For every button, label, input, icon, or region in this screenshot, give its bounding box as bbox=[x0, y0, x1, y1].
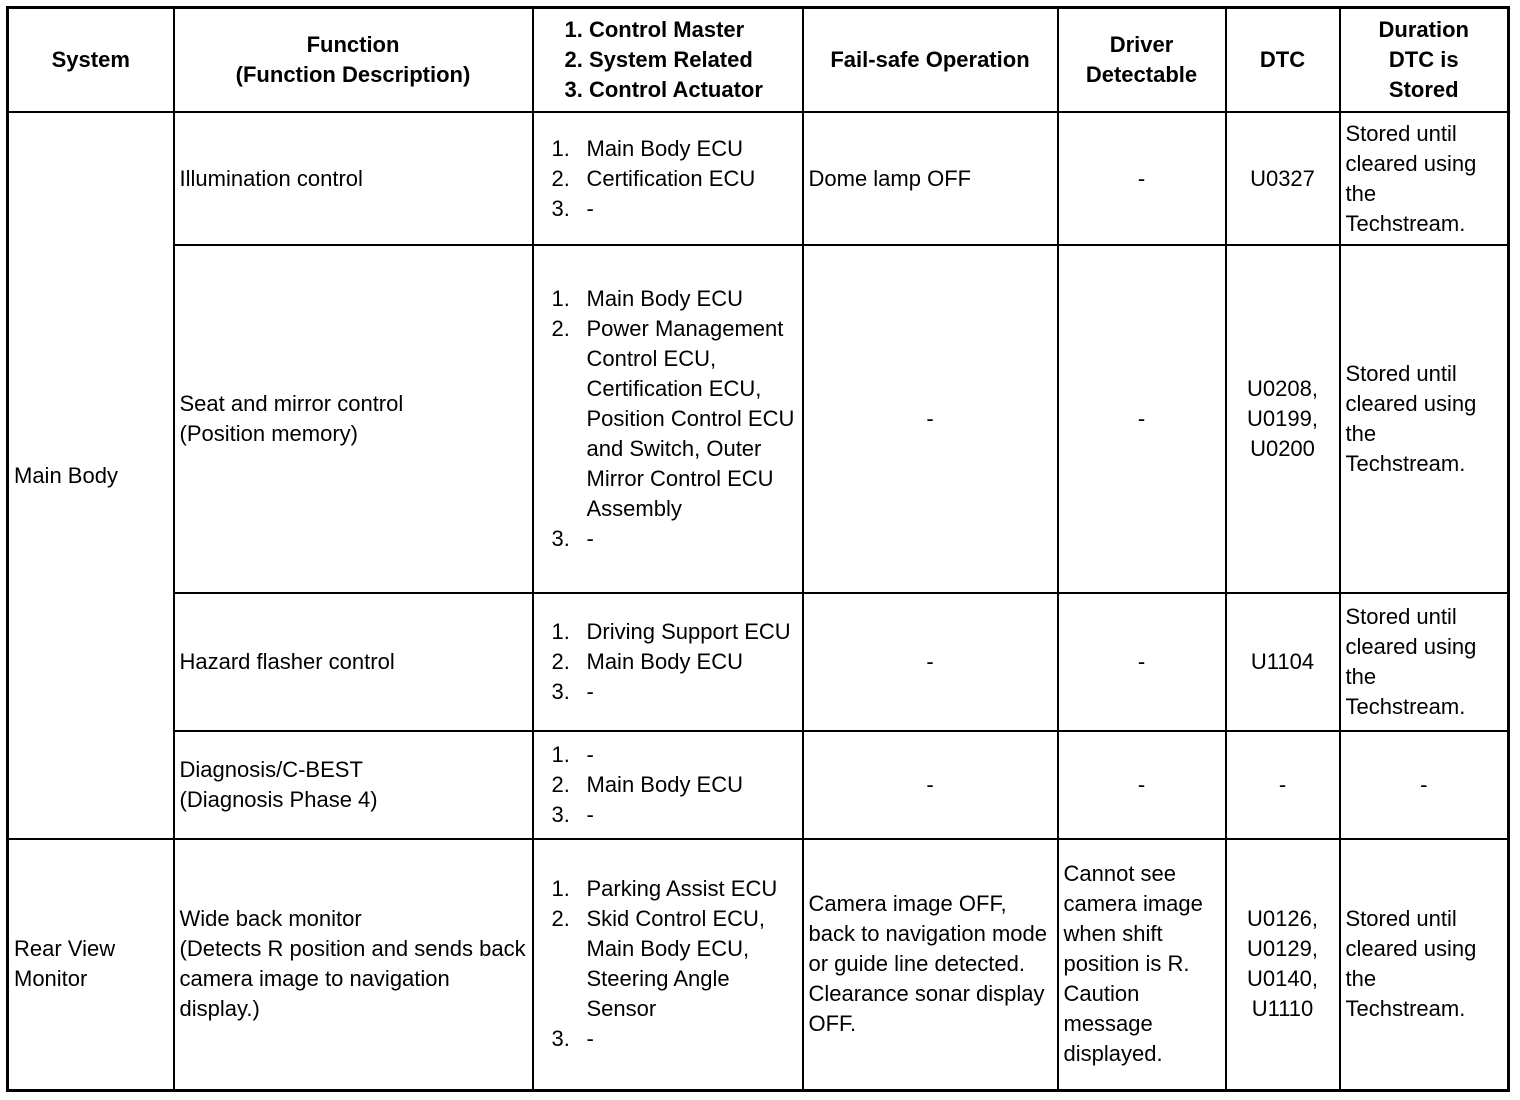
system-cell-main-body: Main Body bbox=[8, 112, 174, 839]
table-row bbox=[8, 593, 1509, 731]
header-failsafe: Fail-safe Operation bbox=[803, 8, 1058, 113]
dtc-cell: U0126, U0129, U0140, U1110 bbox=[1226, 839, 1340, 1090]
control-cell: 1. Main Body ECU 2. Certification ECU 3. - bbox=[533, 112, 803, 245]
header-control: 1. Control Master 2. System Related 3. Control Actuator bbox=[533, 8, 803, 113]
table-row bbox=[8, 245, 1509, 593]
header-driver-detectable: Driver Detectable bbox=[1058, 8, 1226, 113]
dtc-table bbox=[6, 6, 1510, 1092]
control-cell: 1. - 2. Main Body ECU 3. - bbox=[533, 731, 803, 839]
control-cell: 1. Driving Support ECU 2. Main Body ECU 3. - bbox=[533, 593, 803, 731]
duration-cell: Stored until cleared using the Techstream. bbox=[1340, 245, 1509, 593]
system-cell-rear-view-monitor: Rear View Monitor bbox=[8, 839, 174, 1090]
failsafe-cell: - bbox=[803, 245, 1058, 593]
function-cell: Wide back monitor (Detects R position and sends back camera image to navigation display.) bbox=[174, 839, 533, 1090]
failsafe-cell: Dome lamp OFF bbox=[803, 112, 1058, 245]
dtc-cell: - bbox=[1226, 731, 1340, 839]
driver-detectable-cell: - bbox=[1058, 245, 1226, 593]
failsafe-cell: - bbox=[803, 593, 1058, 731]
dtc-cell: U1104 bbox=[1226, 593, 1340, 731]
duration-cell: - bbox=[1340, 731, 1509, 839]
function-cell: Hazard flasher control bbox=[174, 593, 533, 731]
failsafe-cell: Camera image OFF, back to navigation mode or guide line detected. Clearance sonar display OFF. bbox=[803, 839, 1058, 1090]
dtc-cell: U0327 bbox=[1226, 112, 1340, 245]
header-dtc: DTC bbox=[1226, 8, 1340, 113]
driver-detectable-cell: - bbox=[1058, 731, 1226, 839]
header-duration: Duration DTC is Stored bbox=[1340, 8, 1509, 113]
failsafe-cell: - bbox=[803, 731, 1058, 839]
control-cell: 1. Main Body ECU 2. Power Management Control ECU, Certification ECU, Position Control ECU and Switch, Outer Mirror Control ECU Assembly 3. - bbox=[533, 245, 803, 593]
control-cell: 1. Parking Assist ECU 2. Skid Control ECU, Main Body ECU, Steering Angle Sensor 3. - bbox=[533, 839, 803, 1090]
header-function: Function (Function Description) bbox=[174, 8, 533, 113]
function-cell: Seat and mirror control (Position memory) bbox=[174, 245, 533, 593]
dtc-cell: U0208, U0199, U0200 bbox=[1226, 245, 1340, 593]
driver-detectable-cell: - bbox=[1058, 112, 1226, 245]
table-row bbox=[8, 731, 1509, 839]
function-cell: Diagnosis/C-BEST (Diagnosis Phase 4) bbox=[174, 731, 533, 839]
duration-cell: Stored until cleared using the Techstream. bbox=[1340, 839, 1509, 1090]
table-row bbox=[8, 839, 1509, 1090]
function-cell: Illumination control bbox=[174, 112, 533, 245]
driver-detectable-cell: Cannot see camera image when shift position is R. Caution message displayed. bbox=[1058, 839, 1226, 1090]
header-system: System bbox=[8, 8, 174, 113]
duration-cell: Stored until cleared using the Techstream. bbox=[1340, 112, 1509, 245]
driver-detectable-cell: - bbox=[1058, 593, 1226, 731]
duration-cell: Stored until cleared using the Techstream. bbox=[1340, 593, 1509, 731]
header-row bbox=[8, 8, 1509, 113]
table-row bbox=[8, 112, 1509, 245]
